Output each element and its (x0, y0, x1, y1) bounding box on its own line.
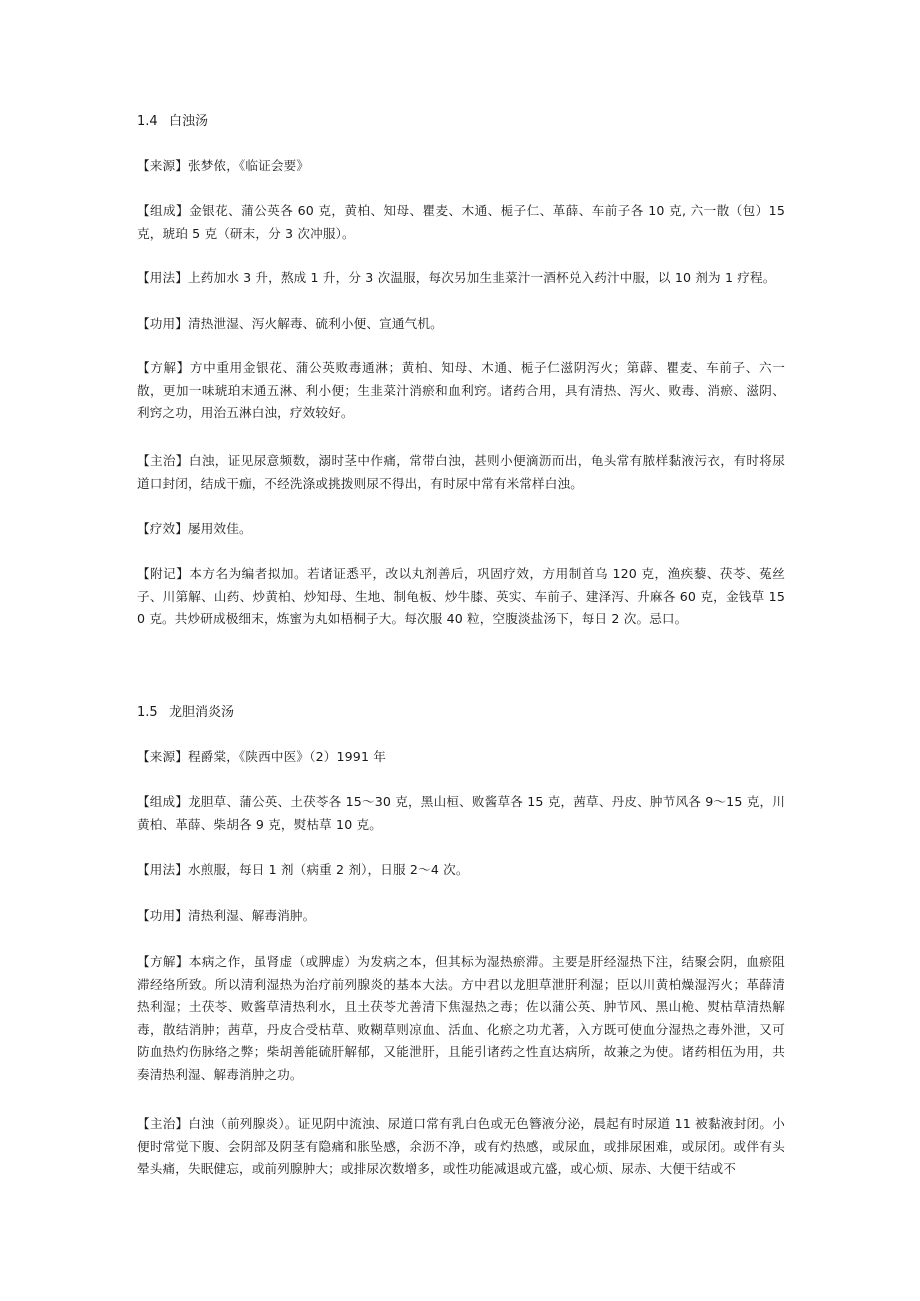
section-title: 白浊汤 (169, 114, 209, 129)
entry-efficacy (137, 518, 785, 541)
entry-composition (137, 791, 785, 836)
entry-text: 张梦侬，《临证会要》 (187, 158, 310, 173)
section-heading (137, 113, 208, 131)
entry-function (137, 313, 785, 336)
entry-source (137, 155, 785, 178)
entry-notes (137, 563, 785, 631)
entry-label: 【组成】 (137, 203, 190, 218)
entry-label: 【来源】 (137, 158, 188, 173)
section-heading (137, 704, 234, 722)
entry-indication (137, 450, 785, 495)
entry-label: 【功用】 (137, 316, 188, 331)
entry-function (137, 905, 785, 928)
entry-text: 方中重用金银花、蒲公英败毒通淋；黄柏、知母、木通、栀子仁滋阴泻火；第薜、瞿麦、车前子、六一散，更加一味琥珀末通五淋、利小便；生韭菜汁消瘀和血利窍。诸药合用，具有清热、泻火、败毒、消瘀、滋阴、利窍之功，用治五淋白浊，疗效较好。 (137, 360, 785, 420)
entry-label: 【方解】 (137, 954, 189, 969)
entry-usage (137, 267, 785, 290)
entry-text: 清热泄湿、泻火解毒、硫利小便、宣通气机。 (187, 316, 443, 331)
entry-label: 【主治】 (137, 1116, 189, 1131)
entry-label: 【组成】 (137, 794, 189, 809)
entry-label: 【功用】 (137, 908, 188, 923)
entry-label: 【来源】 (137, 749, 188, 764)
entry-text: 上药加水 3 升，熬成 1 升，分 3 次温服，每次另加生韭菜汁一酒杯兑入药汁中服，以 10 剂为 1 疗程。 (187, 270, 776, 285)
entry-text: 水煎服，每日 1 剂（病重 2 剂），日服 2～4 次。 (187, 862, 469, 877)
entry-label: 【方解】 (137, 360, 190, 375)
section-title: 龙胆消炎汤 (169, 705, 235, 720)
entry-text: 清热利湿、解毒消肿。 (187, 908, 316, 923)
entry-label: 【疗效】 (137, 521, 188, 536)
entry-usage (137, 859, 785, 882)
entry-text: 程爵棠，《陕西中医》（2）1991 年 (187, 749, 387, 764)
entry-label: 【用法】 (137, 862, 188, 877)
entry-text: 金银花、蒲公英各 60 克，黄柏、知母、瞿麦、木通、栀子仁、革薛、车前子各 10 克, 六一散（包）15 克，琥珀 5 克（研末，分 3 次冲服）。 (137, 203, 785, 241)
entry-text: 屡用效佳。 (187, 521, 252, 536)
entry-text: 白浊，证见尿意频数，溺时茎中作痛，常带白浊，甚则小便滴沥而出，龟头常有脓样黏液污衣，有时将尿道口封闭，结成干痂，不经洗涤或挑拨则尿不得出，有时尿中常有米常样白浊。 (137, 453, 785, 491)
entry-label: 【主治】 (137, 453, 189, 468)
section-number: 1.4 (137, 114, 158, 129)
entry-text: 龙胆草、蒲公英、土茯苓各 15～30 克，黑山桓、败酱草各 15 克，茜草、丹皮、肿节风各 9～15 克，川黄柏、革薛、柴胡各 9 克，熨枯草 10 克。 (137, 794, 785, 832)
entry-text: 白浊（前列腺炎）。证见阴中流浊、尿道口常有乳白色或无色簪液分泌，晨起有时尿道 11 被黏液封闭。小便时常觉下腹、会阴部及阴茎有隐痛和胀坠感，余沥不净，或有灼热感，或尿血，或排尿困难，或尿闭。或伴有头晕头痛，失眠健忘，或前列腺肿大；或排尿次数增多，或性功能减退或亢盛，或心烦、尿赤、大便干结或不 (137, 1116, 785, 1176)
entry-text: 本方名为编者拟加。若诸证悉平，改以丸剂善后，巩固疗效，方用制首乌 120 克，渔疾藜、茯苓、菟丝子、川第解、山药、炒黄柏、炒知母、生地、制龟板、炒牛膝、英实、车前子、建泽泻、升麻各 60 克，金钱草 150 克。共炒研成极细末，炼蜜为丸如梧桐子大。每次服 40 粒，空腹淡盐汤下，每日 2 次。忌口。 (137, 566, 785, 626)
entry-text: 本病之作，虽肾虚（或脾虚）为发病之本，但其标为湿热瘀滞。主要是肝经湿热下注，结聚会阴，血瘀阻滞经络所致。所以清利湿热为治疗前列腺炎的基本大法。方中君以龙胆草泄肝利湿；臣以川黄柏燥湿泻火；革薛清热利湿；土茯苓、败酱草清热利水，且土茯苓尤善清下焦湿热之毒；佐以蒲公英、肿节风、黑山桅、熨枯草清热解毒，散结消肿；茜草，丹皮合受枯草、败糊草则凉血、活血、化瘀之功尤著，入方既可使血分湿热之毒外泄，又可防血热灼伤脉络之弊；柴胡善能硫肝解郁，又能泄肝，且能引诸药之性直达病所，故兼之为使。诸药相伍为用，共奏清热利湿、解毒消肿之功。 (137, 954, 785, 1082)
entry-explanation (137, 951, 785, 1086)
entry-explanation (137, 357, 785, 425)
entry-label: 【用法】 (137, 270, 188, 285)
entry-source (137, 746, 785, 769)
entry-label: 【附记】 (137, 566, 190, 581)
entry-composition (137, 200, 785, 245)
section-number: 1.5 (137, 705, 158, 720)
entry-indication (137, 1113, 785, 1181)
